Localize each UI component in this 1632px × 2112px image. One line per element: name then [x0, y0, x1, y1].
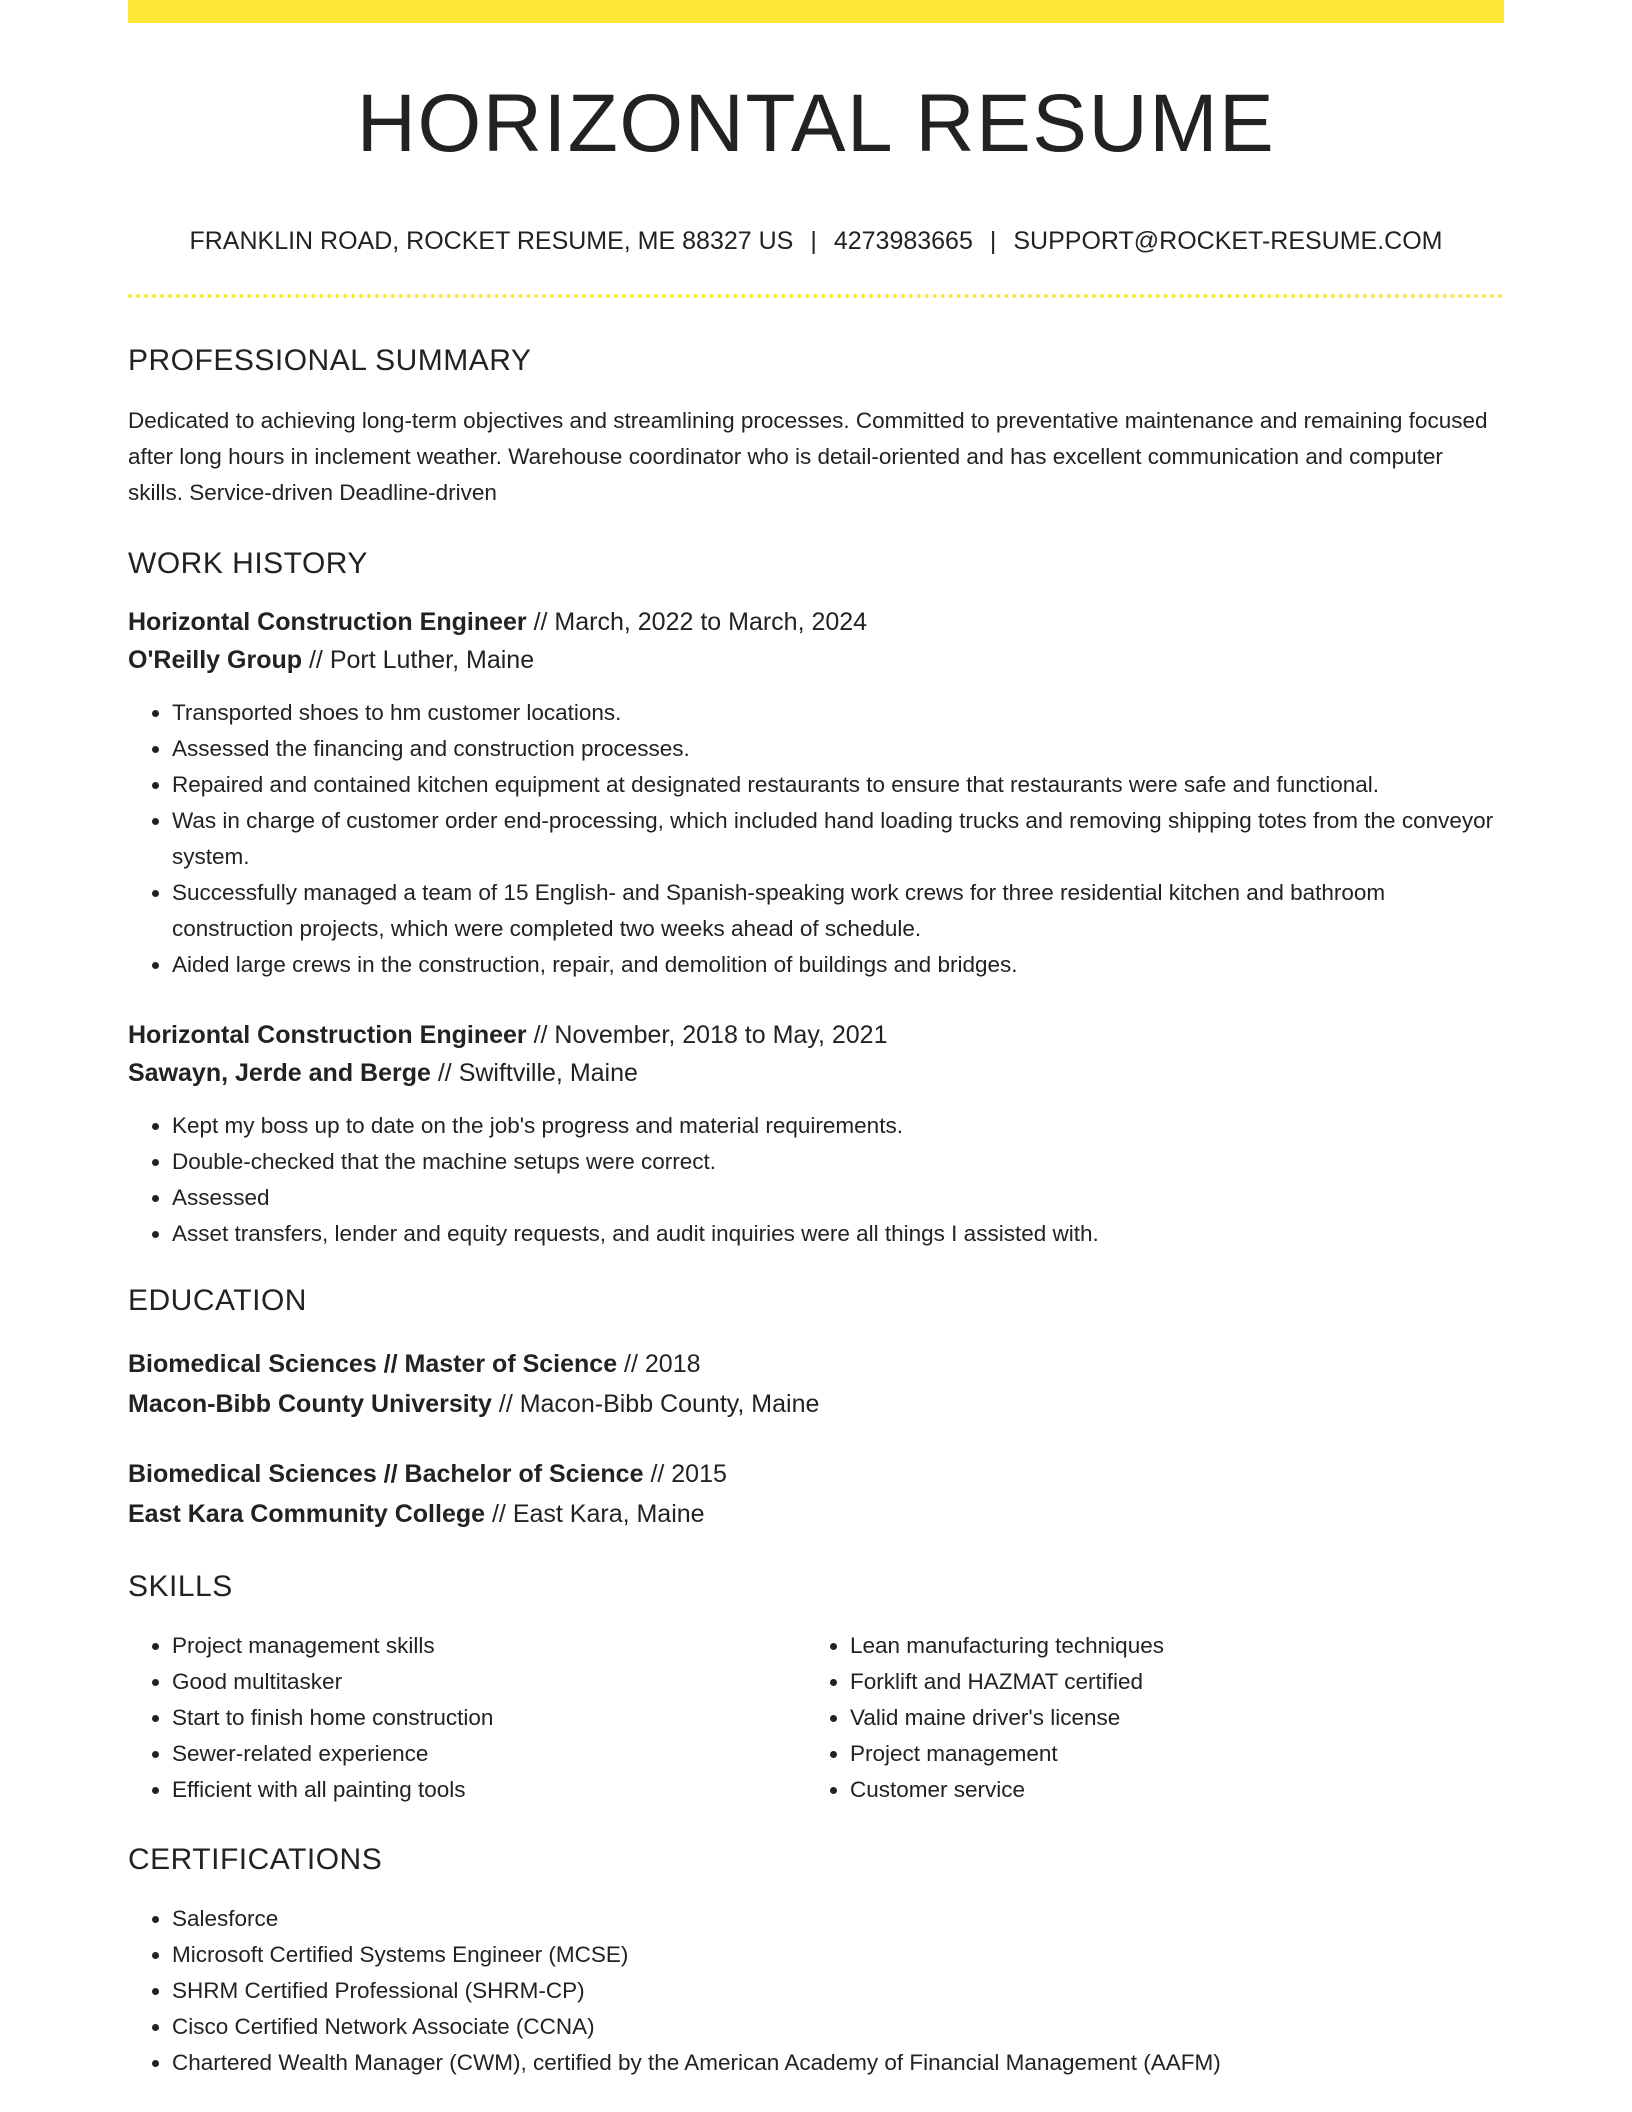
job-location: // Swiftville, Maine [430, 1059, 638, 1087]
job-dates: // November, 2018 to May, 2021 [526, 1021, 888, 1049]
job-position: Horizontal Construction Engineer [128, 1021, 527, 1049]
job-bullet: • Double-checked that the machine setups were correct. [172, 1144, 1504, 1180]
work-entry [128, 603, 1504, 983]
job-location: // Port Luther, Maine [302, 646, 535, 674]
education-entry [128, 1344, 1504, 1424]
education-degree-line [128, 1344, 1504, 1384]
summary-heading: PROFESSIONAL SUMMARY [128, 344, 532, 377]
job-bullet: • Successfully managed a team of 15 English- and Spanish-speaking work crews for three residential kitchen and bathroom construction projects, which were completed two weeks ahead of schedule. [172, 875, 1504, 947]
education-location: // East Kara, Maine [485, 1500, 705, 1528]
skill-item: • Customer service [850, 1772, 1484, 1808]
job-bullet: • Assessed [172, 1180, 1504, 1216]
education-location: // Macon-Bibb County, Maine [491, 1390, 820, 1418]
contact-address: FRANKLIN ROAD, ROCKET RESUME, ME 88327 US [189, 227, 794, 255]
education-school: East Kara Community College [128, 1500, 486, 1528]
skills-grid [128, 1628, 1504, 1808]
education-year: // 2018 [617, 1350, 701, 1378]
certifications-list [128, 1901, 1504, 2081]
top-accent-bar [128, 0, 1504, 23]
education-school-line [128, 1384, 1504, 1424]
certification-item: • Cisco Certified Network Associate (CCNA) [172, 2009, 1504, 2045]
skill-item: • Good multitasker [172, 1664, 806, 1700]
job-company: Sawayn, Jerde and Berge [128, 1059, 431, 1087]
certification-item: • SHRM Certified Professional (SHRM-CP) [172, 1973, 1504, 2009]
contact-separator: | [989, 227, 997, 255]
job-dates: // March, 2022 to March, 2024 [526, 608, 868, 636]
resume-page [128, 0, 1504, 2112]
work-entry [128, 1016, 1504, 1252]
job-bullet: • Kept my boss up to date on the job's progress and material requirements. [172, 1108, 1504, 1144]
certification-item: • Chartered Wealth Manager (CWM), certified by the American Academy of Financial Management (AAFM) [172, 2045, 1504, 2081]
summary-text: Dedicated to achieving long-term objectives and streamlining processes. Committed to preventative maintenance and remaining focused after long hours in inclement weather. Warehouse coordinator who is detail-oriented and has excellent communication and computer skills. Service-driven Deadline-driven [128, 408, 1488, 505]
job-bullet: • Repaired and contained kitchen equipment at designated restaurants to ensure that restaurants were safe and functional. [172, 767, 1504, 803]
education-year: // 2015 [643, 1460, 727, 1488]
education-entry [128, 1454, 1504, 1534]
skills-list-right [806, 1628, 1484, 1808]
contact-email: SUPPORT@ROCKET-RESUME.COM [1013, 227, 1443, 255]
job-title-line [128, 1016, 1504, 1054]
resume-name: HORIZONTAL RESUME [356, 78, 1276, 169]
education-degree-line [128, 1454, 1504, 1494]
education-school-line [128, 1494, 1504, 1534]
job-bullet: • Transported shoes to hm customer locations. [172, 695, 1504, 731]
job-company: O'Reilly Group [128, 646, 303, 674]
education-school: Macon-Bibb County University [128, 1390, 492, 1418]
contact-line [128, 229, 1504, 254]
skill-item: • Project management skills [172, 1628, 806, 1664]
job-position: Horizontal Construction Engineer [128, 608, 527, 636]
education-heading: EDUCATION [128, 1284, 307, 1317]
skill-item: • Valid maine driver's license [850, 1700, 1484, 1736]
job-company-line [128, 1054, 1504, 1092]
skill-item: • Forklift and HAZMAT certified [850, 1664, 1484, 1700]
job-bullet: • Assessed the financing and construction processes. [172, 731, 1504, 767]
skill-item: • Project management [850, 1736, 1484, 1772]
job-title-line [128, 603, 1504, 641]
skill-item: • Start to finish home construction [172, 1700, 806, 1736]
job-company-line [128, 641, 1504, 679]
skill-item: • Sewer-related experience [172, 1736, 806, 1772]
certification-item: • Salesforce [172, 1901, 1504, 1937]
job-bullet-list [128, 695, 1504, 983]
certification-item: • Microsoft Certified Systems Engineer (MCSE) [172, 1937, 1504, 1973]
skills-list-left [128, 1628, 806, 1808]
job-bullet: • Asset transfers, lender and equity requests, and audit inquiries were all things I assisted with. [172, 1216, 1504, 1252]
contact-separator: | [810, 227, 817, 255]
skills-heading: SKILLS [128, 1570, 233, 1603]
skill-item: • Efficient with all painting tools [172, 1772, 806, 1808]
skill-item: • Lean manufacturing techniques [850, 1628, 1484, 1664]
education-degree: Biomedical Sciences // Master of Science [128, 1350, 618, 1378]
certifications-heading: CERTIFICATIONS [128, 1843, 383, 1876]
contact-phone: 4273983665 [833, 227, 973, 255]
job-bullet: • Was in charge of customer order end-processing, which included hand loading trucks and removing shipping totes from the conveyor system. [172, 803, 1504, 875]
header-divider [128, 294, 1504, 298]
work-history-heading: WORK HISTORY [128, 547, 368, 580]
job-bullet: • Aided large crews in the construction, repair, and demolition of buildings and bridges. [172, 947, 1504, 983]
job-bullet-list [128, 1108, 1504, 1252]
education-degree: Biomedical Sciences // Bachelor of Science [128, 1460, 644, 1488]
